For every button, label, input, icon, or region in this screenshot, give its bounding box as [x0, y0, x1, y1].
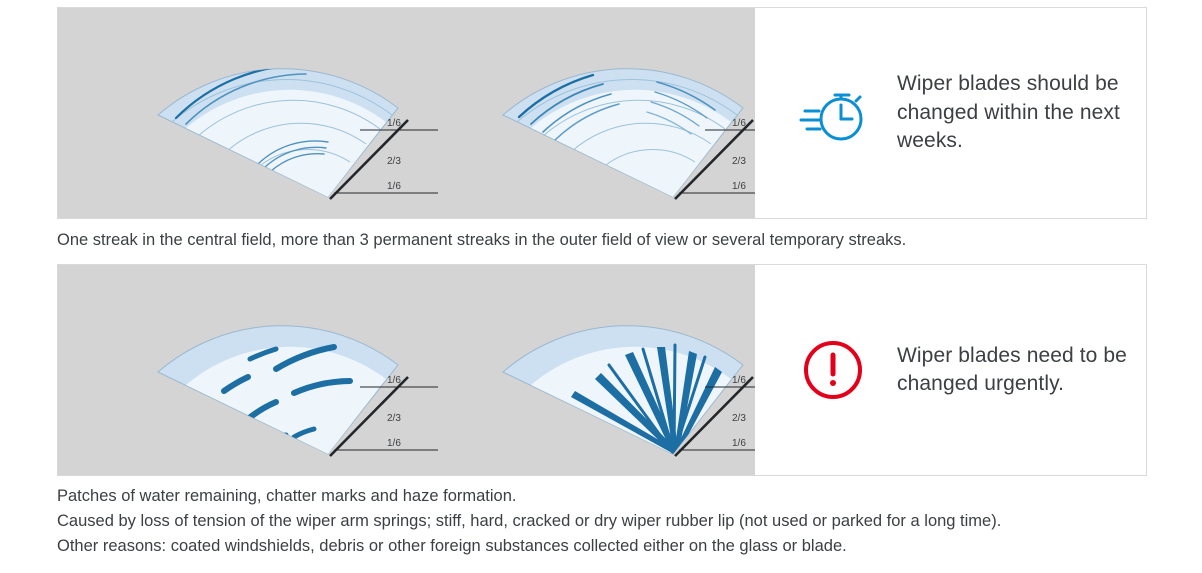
zone-label-middle: 2/3 — [732, 413, 746, 424]
zone-label-bottom: 1/6 — [387, 181, 401, 192]
zone-label-top: 1/6 — [387, 118, 401, 129]
windshield-chatter-marks — [98, 269, 438, 474]
zone-label-middle: 2/3 — [387, 413, 401, 424]
zone-label-top: 1/6 — [732, 118, 746, 129]
windshield-streaks-outer — [443, 12, 755, 217]
caption-line: Other reasons: coated windshields, debris or other foreign substances collected either on the glass or blade. — [57, 536, 847, 555]
message-area-moderate — [755, 8, 1146, 218]
windshield-streaks-central — [98, 12, 438, 217]
zone-label-bottom: 1/6 — [732, 181, 746, 192]
illustration-area-moderate — [58, 8, 755, 218]
zone-label-top: 1/6 — [732, 375, 746, 386]
windshield-haze-formation — [443, 269, 755, 474]
zone-label-bottom: 1/6 — [387, 438, 401, 449]
caption-line: Patches of water remaining, chatter marks and haze formation. — [57, 487, 517, 505]
caption-line: Caused by loss of tension of the wiper arm springs; stiff, hard, cracked or dry wiper rubber lip (not used or parked for a long time). — [57, 511, 1002, 530]
panel-urgent — [57, 264, 1147, 476]
zone-label-middle: 2/3 — [387, 156, 401, 167]
zone-label-top: 1/6 — [387, 375, 401, 386]
message-text-moderate: Wiper blades should be changed within the next weeks. — [897, 72, 1120, 153]
caption-line: One streak in the central field, more than 3 permanent streaks in the outer field of view or several temporary streaks. — [57, 231, 907, 249]
illustration-area-urgent — [58, 265, 755, 475]
caption-moderate — [57, 228, 1177, 253]
message-text-urgent: Wiper blades need to be changed urgently. — [897, 343, 1127, 395]
exclamation-circle-icon — [797, 334, 869, 406]
zone-label-middle: 2/3 — [732, 156, 746, 167]
panel-moderate — [57, 7, 1147, 219]
zone-label-bottom: 1/6 — [732, 438, 746, 449]
stopwatch-icon — [797, 77, 869, 149]
caption-urgent — [57, 484, 1177, 558]
message-area-urgent — [755, 265, 1146, 475]
